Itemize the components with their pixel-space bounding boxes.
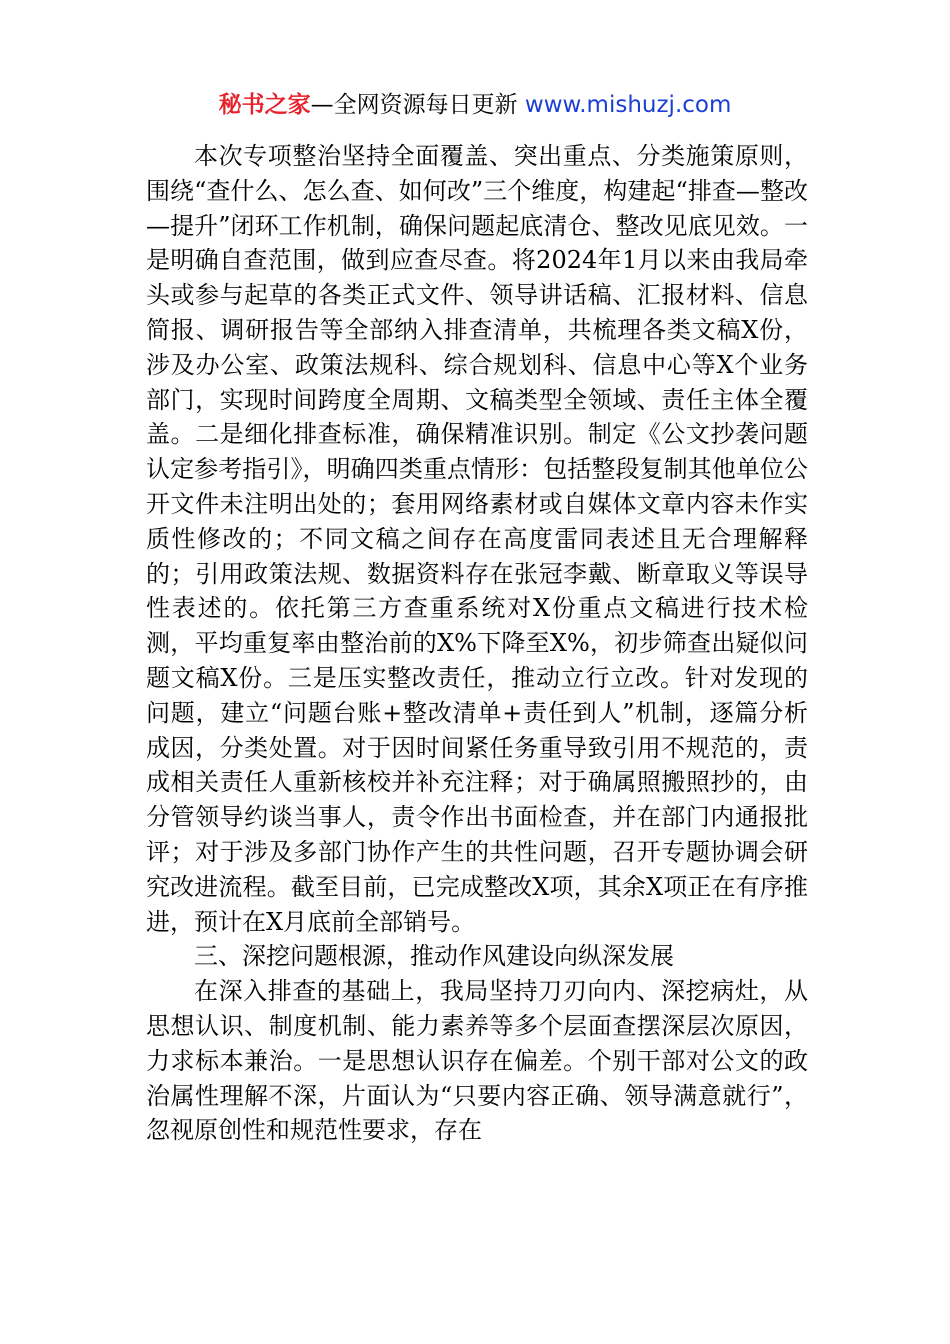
document-body: [146, 139, 808, 1148]
body-paragraph: 本次专项整治坚持全面覆盖、突出重点、分类施策原则，围绕“查什么、怎么查、如何改”三个维度，构建起“排查—整改—提升”闭环工作机制，确保问题起底清仓、整改见底见效。一是明确自查范围，做到应查尽查。将2024年1月以来由我局牵头或参与起草的各类正式文件、领导讲话稿、汇报材料、信息简报、调研报告等全部纳入排查清单，共梳理各类文稿X份，涉及办公室、政策法规科、综合规划科、信息中心等X个业务部门，实现时间跨度全周期、文稿类型全领域、责任主体全覆盖。二是细化排查标准，确保精准识别。制定《公文抄袭问题认定参考指引》，明确四类重点情形：包括整段复制其他单位公开文件未注明出处的；套用网络素材或自媒体文章内容未作实质性修改的；不同文稿之间存在高度雷同表述且无合理解释的；引用政策法规、数据资料存在张冠李戴、断章取义等误导性表述的。依托第三方查重系统对X份重点文稿进行技术检测，平均重复率由整治前的X%下降至X%，初步筛查出疑似问题文稿X份。三是压实整改责任，推动立行立改。针对发现的问题，建立“问题台账+整改清单+责任到人”机制，逐篇分析成因，分类处置。对于因时间紧任务重导致引用不规范的，责成相关责任人重新核校并补充注释；对于确属照搬照抄的，由分管领导约谈当事人，责令作出书面检查，并在部门内通报批评；对于涉及多部门协作产生的共性问题，召开专题协调会研究改进流程。截至目前，已完成整改X项，其余X项正在有序推进，预计在X月底前全部销号。: [146, 142, 808, 936]
section-heading: 三、深挖问题根源，推动作风建设向纵深发展: [194, 942, 674, 971]
body-paragraph: 在深入排查的基础上，我局坚持刀刃向内、深挖病灶，从思想认识、制度机制、能力素养等多个层面查摆深层次原因，力求标本兼治。一是思想认识存在偏差。个别干部对公文的政治属性理解不深，片面认为“只要内容正确、领导满意就行”，忽视原创性和规范性要求，存在: [146, 977, 808, 1145]
site-tagline: —全网资源每日更新: [310, 92, 525, 118]
site-header: [0, 88, 950, 122]
site-url[interactable]: www.mishuzj.com: [524, 92, 732, 118]
site-brand: 秘书之家: [218, 92, 311, 118]
